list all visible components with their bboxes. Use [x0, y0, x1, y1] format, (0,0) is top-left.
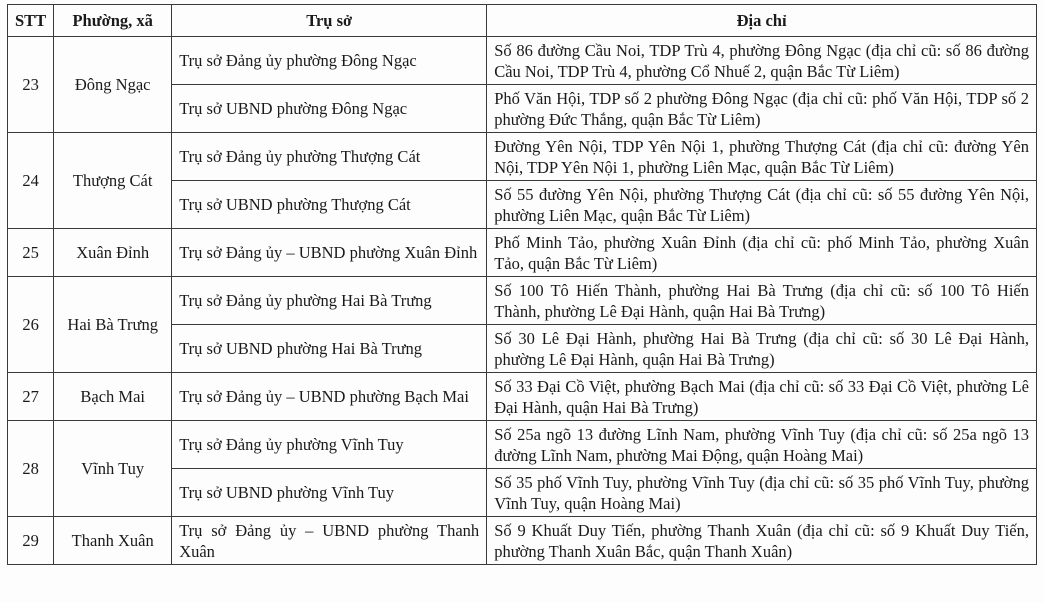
address-cell: Số 86 đường Cầu Noi, TDP Trù 4, phường Đông Ngạc (địa chỉ cũ: số 86 đường Cầu Noi, TDP Trù 4, phường Cổ Nhuế 2, quận Bắc Từ Liêm) [487, 37, 1037, 85]
table-row [8, 517, 1037, 565]
address-cell: Đường Yên Nội, TDP Yên Nội 1, phường Thượng Cát (địa chỉ cũ: đường Yên Nội, TDP Yên Nội 1, phường Liên Mạc, quận Bắc Từ Liêm) [487, 133, 1037, 181]
hq-cell: Trụ sở Đảng ủy – UBND phường Bạch Mai [172, 373, 487, 421]
address-cell: Phố Minh Tảo, phường Xuân Đỉnh (địa chỉ cũ: phố Minh Tảo, phường Xuân Tảo, quận Bắc Từ Liêm) [487, 229, 1037, 277]
hq-cell: Trụ sở Đảng ủy – UBND phường Xuân Đỉnh [172, 229, 487, 277]
headquarters-table [7, 4, 1037, 565]
stt-cell: 26 [8, 277, 54, 373]
address-cell: Số 9 Khuất Duy Tiến, phường Thanh Xuân (địa chỉ cũ: số 9 Khuất Duy Tiến, phường Thanh Xuân Bắc, quận Thanh Xuân) [487, 517, 1037, 565]
table-row [8, 421, 1037, 469]
stt-cell: 24 [8, 133, 54, 229]
hq-cell: Trụ sở Đảng ủy phường Vĩnh Tuy [172, 421, 487, 469]
hq-cell: Trụ sở UBND phường Đông Ngạc [172, 85, 487, 133]
stt-cell: 28 [8, 421, 54, 517]
ward-cell: Thượng Cát [54, 133, 172, 229]
table-row [8, 277, 1037, 325]
stt-cell: 29 [8, 517, 54, 565]
ward-cell: Thanh Xuân [54, 517, 172, 565]
ward-cell: Đông Ngạc [54, 37, 172, 133]
stt-cell: 25 [8, 229, 54, 277]
address-cell: Số 35 phố Vĩnh Tuy, phường Vĩnh Tuy (địa chỉ cũ: số 35 phố Vĩnh Tuy, phường Vĩnh Tuy, quận Hoàng Mai) [487, 469, 1037, 517]
stt-cell: 23 [8, 37, 54, 133]
stt-cell: 27 [8, 373, 54, 421]
hq-cell: Trụ sở UBND phường Vĩnh Tuy [172, 469, 487, 517]
header-stt: STT [8, 5, 54, 37]
address-cell: Số 55 đường Yên Nội, phường Thượng Cát (địa chỉ cũ: số 55 đường Yên Nội, phường Liên Mạc, quận Bắc Từ Liêm) [487, 181, 1037, 229]
table-row [8, 133, 1037, 181]
hq-cell: Trụ sở Đảng ủy phường Đông Ngạc [172, 37, 487, 85]
hq-cell: Trụ sở UBND phường Thượng Cát [172, 181, 487, 229]
table-header-row [8, 5, 1037, 37]
header-ward: Phường, xã [54, 5, 172, 37]
address-cell: Số 33 Đại Cồ Việt, phường Bạch Mai (địa chỉ cũ: số 33 Đại Cồ Việt, phường Lê Đại Hành, quận Hai Bà Trưng) [487, 373, 1037, 421]
hq-cell: Trụ sở Đảng ủy – UBND phường Thanh Xuân [172, 517, 487, 565]
ward-cell: Bạch Mai [54, 373, 172, 421]
ward-cell: Vĩnh Tuy [54, 421, 172, 517]
address-cell: Số 30 Lê Đại Hành, phường Hai Bà Trưng (địa chỉ cũ: số 30 Lê Đại Hành, phường Lê Đại Hành, quận Hai Bà Trưng) [487, 325, 1037, 373]
header-hq: Trụ sở [172, 5, 487, 37]
table-row [8, 229, 1037, 277]
table-row [8, 37, 1037, 85]
ward-cell: Xuân Đỉnh [54, 229, 172, 277]
ward-cell: Hai Bà Trưng [54, 277, 172, 373]
address-cell: Số 25a ngõ 13 đường Lĩnh Nam, phường Vĩnh Tuy (địa chỉ cũ: số 25a ngõ 13 đường Lĩnh Nam, phường Mai Động, quận Hoàng Mai) [487, 421, 1037, 469]
address-cell: Số 100 Tô Hiến Thành, phường Hai Bà Trưng (địa chỉ cũ: số 100 Tô Hiến Thành, phường Lê Đại Hành, quận Hai Bà Trưng) [487, 277, 1037, 325]
address-cell: Phố Văn Hội, TDP số 2 phường Đông Ngạc (địa chỉ cũ: phố Văn Hội, TDP số 2 phường Đức Thắng, quận Bắc Từ Liêm) [487, 85, 1037, 133]
hq-cell: Trụ sở UBND phường Hai Bà Trưng [172, 325, 487, 373]
hq-cell: Trụ sở Đảng ủy phường Hai Bà Trưng [172, 277, 487, 325]
header-address: Địa chỉ [487, 5, 1037, 37]
hq-cell: Trụ sở Đảng ủy phường Thượng Cát [172, 133, 487, 181]
table-row [8, 373, 1037, 421]
